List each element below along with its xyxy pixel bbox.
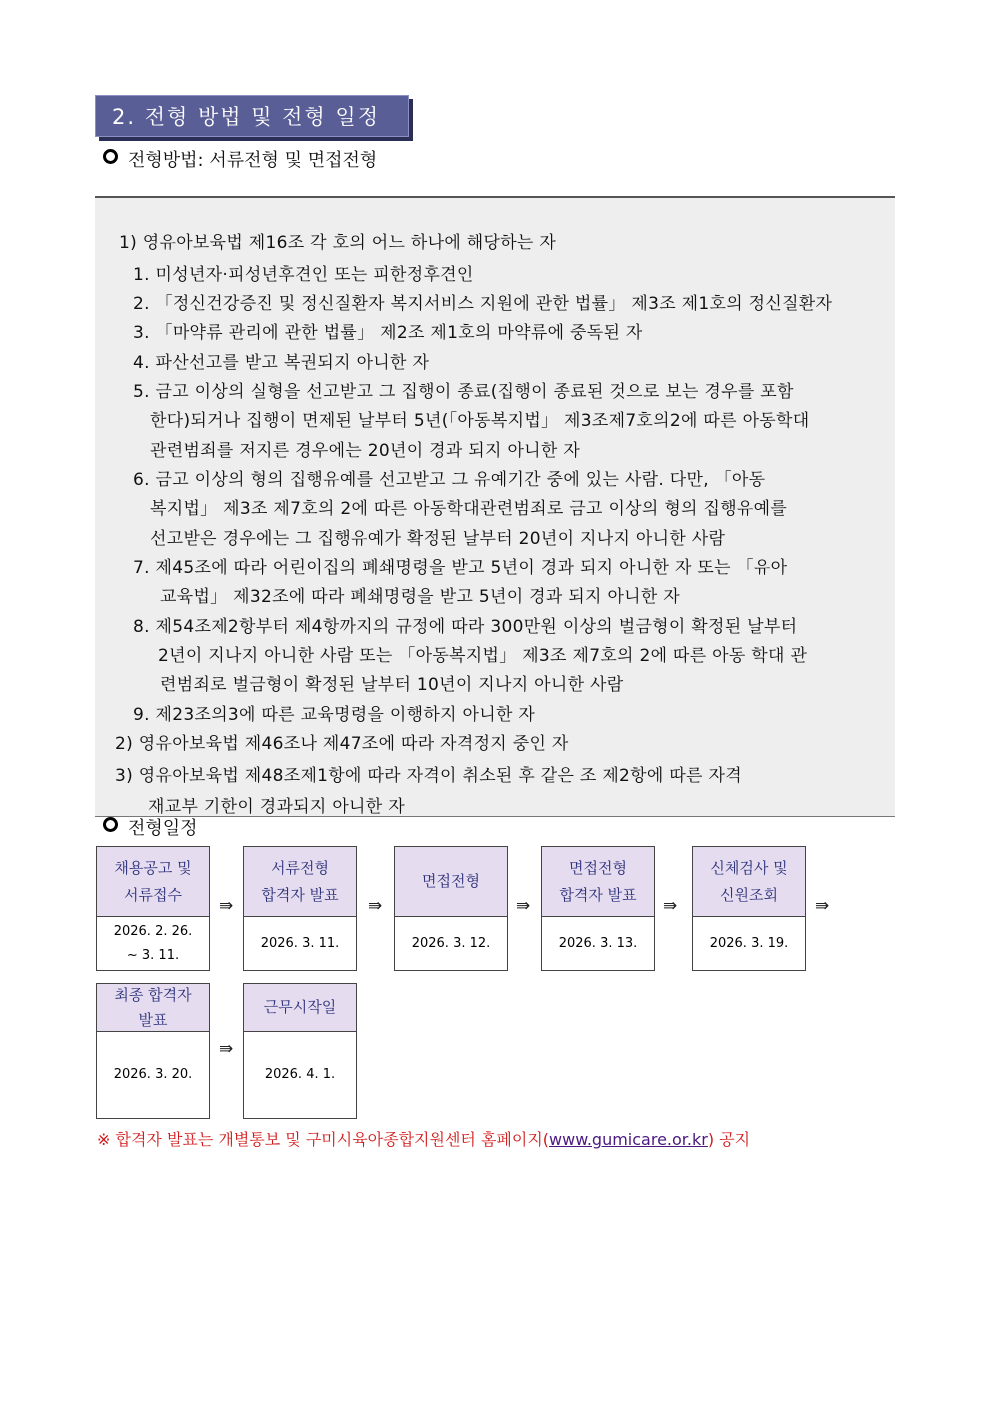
- right-arrow-icon: ⇛: [368, 896, 383, 916]
- stage-title: 신체검사 및 신원조회: [693, 847, 805, 917]
- eligibility-line: 복지법」 제3조 제7호의 2에 따른 아동학대관련범죄로 금고 이상의 형의 집행유예를: [150, 499, 788, 519]
- eligibility-line: 2년이 지나지 아니한 사람 또는 「아동복지법」 제3조 제7호의 2에 따른 아동 학대 관: [158, 646, 808, 666]
- eligibility-line: 7. 제45조에 따라 어린이집의 폐쇄명령을 받고 5년이 경과 되지 아니한 자 또는 「유아: [133, 558, 788, 578]
- hollow-circle-bullet-icon: [103, 817, 118, 832]
- eligibility-line: 관련범죄를 저지른 경우에는 20년이 경과 되지 아니한 자: [150, 441, 581, 461]
- notice-text-before: 합격자 발표는 개별통보 및 구미시육아종합지원센터 홈페이지(: [110, 1130, 550, 1149]
- stage-title: 면접전형 합격자 발표: [542, 847, 654, 917]
- right-arrow-icon: ⇛: [219, 1039, 234, 1059]
- stage-title: 근무시작일: [244, 984, 356, 1032]
- reference-mark-icon: ※: [97, 1130, 111, 1149]
- stage-date: 2026. 3. 20.: [113, 1067, 193, 1082]
- stage-date: 2026. 3. 19.: [709, 935, 789, 951]
- eligibility-line: 교육법」 제32조에 따라 폐쇄명령을 받고 5년이 경과 되지 아니한 자: [160, 587, 681, 607]
- schedule-stage: [96, 983, 210, 1119]
- stage-date: 2026. 3. 13.: [558, 935, 638, 951]
- stage-title: 채용공고 및 서류접수: [97, 847, 209, 917]
- eligibility-line: 한다)되거나 집행이 면제된 날부터 5년(「아동복지법」 제3조제7호의2에 따른 아동학대: [150, 411, 810, 431]
- schedule-stage: [243, 846, 357, 971]
- eligibility-line: 재교부 기한이 경과되지 아니한 자: [148, 797, 405, 817]
- schedule-stage: [541, 846, 655, 971]
- eligibility-line: 5. 금고 이상의 실형을 선고받고 그 집행이 종료(집행이 종료된 것으로 보는 경우를 포함: [133, 382, 794, 402]
- eligibility-line: 2. 「정신건강증진 및 정신질환자 복지서비스 지원에 관한 법률」 제3조 제1호의 정신질환자: [133, 294, 833, 314]
- schedule-stage: [692, 846, 806, 971]
- eligibility-line: 1) 영유아보육법 제16조 각 호의 어느 하나에 해당하는 자: [119, 233, 557, 253]
- eligibility-line: 련범죄로 벌금형이 확정된 날부터 10년이 지나지 아니한 사람: [160, 675, 624, 695]
- schedule-label: 전형일정: [128, 818, 198, 839]
- eligibility-line: 8. 제54조제2항부터 제4항까지의 규정에 따라 300만원 이상의 벌금형이 확정된 날부터: [133, 617, 798, 637]
- eligibility-line: 3) 영유아보육법 제48조제1항에 따라 자격이 취소된 후 같은 조 제2항에 따른 자격: [115, 766, 742, 786]
- stage-date: 2026. 2. 26. ~ 3. 11.: [113, 923, 193, 963]
- stage-date: 2026. 3. 12.: [411, 935, 491, 951]
- schedule-stage: [394, 846, 508, 971]
- eligibility-line: 1. 미성년자·피성년후견인 또는 피한정후견인: [133, 265, 474, 285]
- stage-title: 면접전형: [395, 847, 507, 917]
- eligibility-line: 3. 「마약류 관리에 관한 법률」 제2조 제1호의 마약류에 중독된 자: [133, 323, 643, 343]
- schedule-stage: [96, 846, 210, 971]
- stage-title: 서류전형 합격자 발표: [244, 847, 356, 917]
- stage-date: 2026. 3. 11.: [260, 935, 340, 951]
- method-heading: [103, 146, 377, 172]
- schedule-heading: [103, 814, 198, 840]
- homepage-link[interactable]: www.gumicare.or.kr: [549, 1130, 708, 1149]
- notice-text-after: ) 공지: [707, 1130, 751, 1149]
- stage-title: 최종 합격자 발표: [97, 984, 209, 1032]
- eligibility-line: 4. 파산선고를 받고 복권되지 아니한 자: [133, 353, 430, 373]
- notice: [97, 1127, 750, 1150]
- right-arrow-icon: ⇛: [516, 896, 531, 916]
- right-arrow-icon: ⇛: [815, 896, 830, 916]
- stage-date: 2026. 4. 1.: [264, 1067, 336, 1082]
- right-arrow-icon: ⇛: [663, 896, 678, 916]
- eligibility-line: 선고받은 경우에는 그 집행유예가 확정된 날부터 20년이 지나지 아니한 사람: [150, 529, 726, 549]
- method-label: 전형방법: 서류전형 및 면접전형: [128, 150, 378, 171]
- schedule-stage: [243, 983, 357, 1119]
- eligibility-line: 2) 영유아보육법 제46조나 제47조에 따라 자격정지 중인 자: [115, 734, 569, 754]
- eligibility-box: [95, 196, 895, 817]
- section-title: 2. 전형 방법 및 전형 일정: [95, 95, 409, 137]
- eligibility-line: 9. 제23조의3에 따른 교육명령을 이행하지 아니한 자: [133, 705, 536, 725]
- hollow-circle-bullet-icon: [103, 149, 118, 164]
- right-arrow-icon: ⇛: [219, 896, 234, 916]
- eligibility-line: 6. 금고 이상의 형의 집행유예를 선고받고 그 유예기간 중에 있는 사람. 다만, 「아동: [133, 470, 766, 490]
